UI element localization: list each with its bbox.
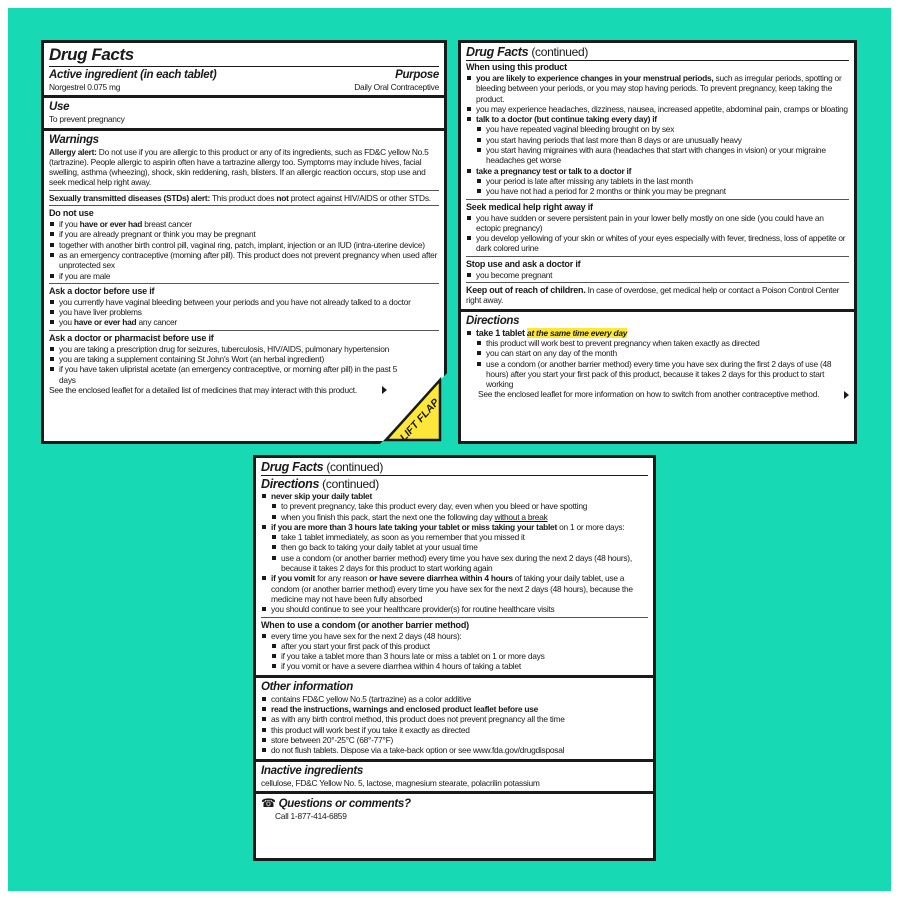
divider xyxy=(49,66,439,67)
sub-list-item: you have repeated vaginal bleeding brought on by sex xyxy=(476,124,849,134)
std-alert xyxy=(49,190,439,203)
phone-icon: ☎ xyxy=(261,795,276,810)
inactive-ingredients-section xyxy=(256,762,653,794)
sub-list-item: then go back to taking your daily tablet at your usual time xyxy=(271,542,648,552)
do-not-use-header: Do not use xyxy=(49,208,94,219)
list-item: you have sudden or severe persistent pain in your lower belly mostly on one side (you could have an ectopic pregnancy) xyxy=(466,213,849,234)
list-item: take a pregnancy test or talk to a doctor if your period is late after missing any tablets in the last month you have not had a period for 2 months or think you may be pregnant xyxy=(466,166,849,197)
list-item: you are likely to experience changes in your menstrual periods, such as irregular periods, spotting or bleeding between your periods, or you may stop having periods. To prevent pregnancy, keep taking the product. xyxy=(466,73,849,104)
list-item: as an emergency contraceptive (morning after pill). This product does not prevent pregnancy when used after unprotected sex xyxy=(49,250,439,271)
sub-list-item: you start having periods that last more than 8 days or are unusually heavy xyxy=(476,135,849,145)
seek-help xyxy=(466,199,849,254)
purpose: Daily Oral Contraceptive xyxy=(354,82,439,92)
directions-continued-section xyxy=(256,458,653,678)
list-item: you are taking a prescription drug for seizures, tuberculosis, HIV/AIDS, pulmonary hypertension xyxy=(49,344,399,354)
list-item: you develop yellowing of your skin or whites of your eyes especially with fever, tiredness, loss of appetite or dark colored urine xyxy=(466,233,849,254)
std-label: Sexually transmitted diseases (STDs) alert: xyxy=(49,192,211,203)
list-item: talk to a doctor (but continue taking every day) if you have repeated vaginal bleeding brought on by sex you start having periods that last more than 8 days or are unusually heavy you start having migraines with aura (headaches that start with changes in vision) or your migraine headaches get worse xyxy=(466,114,849,165)
when-using-header: When using this product xyxy=(466,62,567,72)
other-info-header: Other information xyxy=(261,680,354,693)
sub-list-item: this product will work best to prevent pregnancy when taken exactly as directed xyxy=(476,338,849,348)
stop-use-header: Stop use and ask a doctor if xyxy=(466,258,581,269)
stop-use xyxy=(466,256,849,280)
leaflet-note: See the enclosed leaflet for a detailed list of medicines that may interact with this product. xyxy=(49,384,357,395)
list-item: if you vomit for any reason or have severe diarrhea within 4 hours of taking your daily tablet, use a condom (or another barrier method) every time you have sex for the next 2 days (48 hours), because the medicine may not have been fully absorbed xyxy=(261,573,648,604)
sub-list-item: take 1 tablet immediately, as soon as you remember that you missed it xyxy=(271,532,648,542)
condom-use xyxy=(261,617,648,672)
drug-facts-panel-continued-2 xyxy=(253,455,656,861)
list-item: if you are already pregnant or think you may be pregnant xyxy=(49,229,439,239)
questions-header-row xyxy=(261,796,648,811)
do-not-use xyxy=(49,205,439,281)
inactive-header: Inactive ingredients xyxy=(261,764,364,777)
ask-pharmacist-header: Ask a doctor or pharmacist before use if xyxy=(49,332,214,343)
purpose-header: Purpose xyxy=(395,69,439,81)
directions-section xyxy=(461,312,854,403)
list-item: take 1 tablet at the same time every day this product will work best to prevent pregnancy when taken exactly as directed you can start on any day of the month use a condom (or another barrier method) every time you have sex during the first 2 days of use (48 hours) after you start your first pack of this product, because it takes 2 days for this product to start working xyxy=(466,328,849,390)
phone-number[interactable]: Call 1-877-414-6859 xyxy=(275,810,347,821)
use-header: Use xyxy=(49,101,70,114)
list-item: you become pregnant xyxy=(466,270,849,280)
warnings-header: Warnings xyxy=(49,133,99,146)
other-information-section xyxy=(256,678,653,762)
questions-header: Questions or comments? xyxy=(278,797,411,810)
panel-title: Drug Facts (continued) xyxy=(466,45,589,59)
list-item: do not flush tablets. Dispose via a take-back option or see www.fda.gov/drugdisposal xyxy=(261,745,648,755)
list-item: if you have or ever had breast cancer xyxy=(49,219,439,229)
list-item: if you are male xyxy=(49,271,439,281)
list-item: contains FD&C yellow No.5 (tartrazine) as a color additive xyxy=(261,694,648,704)
sub-list-item: after you start your first pack of this product xyxy=(271,641,648,651)
list-item: if you are more than 3 hours late taking your tablet or miss taking your tablet on 1 or more days: take 1 tablet immediately, as soon as you remember that you missed it then go back to taking your daily tablet at your usual time use a condom (or another barrier method) every time you have sex during the next 2 days (48 hours), because it takes 2 days for this product to start working again xyxy=(261,522,648,573)
lift-flap-label: LIFT FLAP xyxy=(397,396,442,444)
divider xyxy=(261,475,648,476)
sub-list-item: to prevent pregnancy, take this product every day, even when you bleed or have spotting xyxy=(271,501,648,511)
panel-title: Drug Facts xyxy=(49,45,134,64)
sub-list-item: you can start on any day of the month xyxy=(476,348,849,358)
std-text: This product does xyxy=(210,192,277,203)
sub-list-item: if you take a tablet more than 3 hours late or miss a tablet on 1 or more days xyxy=(271,651,648,661)
divider xyxy=(466,60,849,61)
continue-arrow-icon xyxy=(844,391,849,399)
panel-title: Drug Facts (continued) xyxy=(261,460,384,474)
list-item: you are taking a supplement containing St John's Wort (an herbal ingredient) xyxy=(49,354,399,364)
sub-list-item: use a condom (or another barrier method) every time you have sex during the next 2 days (48 hours), because it takes 2 days for this product to start working again xyxy=(271,553,648,574)
directions-header: Directions xyxy=(466,314,520,327)
drug-facts-panel-continued xyxy=(458,40,857,444)
ask-doctor-header: Ask a doctor before use if xyxy=(49,285,155,296)
allergy-label: Allergy alert: xyxy=(49,146,97,157)
list-item: read the instructions, warnings and enclosed product leaflet before use xyxy=(261,704,648,714)
seek-help-header: Seek medical help right away if xyxy=(466,201,593,212)
directions-header: Directions (continued) xyxy=(261,477,379,491)
header-section xyxy=(44,43,444,98)
allergy-text: Do not use if you are allergic to this product or any of its ingredients, such as FD&C yellow No.5 (tartrazine). People allergic to aspirin often have a tartrazine allergy too. Symptoms may include hives, facial swelling, asthma (wheezing), shock, skin reddening, rash, blisters. If an allergic reaction occurs, stop use and seek medical help right away. xyxy=(49,146,429,188)
condom-header: When to use a condom (or another barrier method) xyxy=(261,619,469,630)
list-item: you have liver problems xyxy=(49,307,439,317)
list-item: if you have taken ulipristal acetate (an emergency contraceptive, or morning after pill) in the past 5 days xyxy=(49,364,399,385)
inactive-text: cellulose, FD&C Yellow No. 5, lactose, magnesium stearate, polacrilin potassium xyxy=(261,777,540,788)
warnings-continued-section xyxy=(461,43,854,312)
leaflet-note-row xyxy=(466,389,849,399)
leaflet-note: See the enclosed leaflet for more information on how to switch from another contraceptive method. xyxy=(478,389,820,400)
active-ingredient-header: Active ingredient (in each tablet) xyxy=(49,69,217,81)
list-item: you may experience headaches, dizziness, nausea, increased appetite, abdominal pain, cramps or bloating xyxy=(466,104,849,114)
keep-out-of-reach: Keep out of reach of children. In case of overdose, get medical help or contact a Poison Control Center right away. xyxy=(466,282,849,306)
sub-list-item: you start having migraines with aura (headaches that start with changes in vision) or your migraine headaches get worse xyxy=(476,145,849,166)
list-item: together with another birth control pill, vaginal ring, patch, implant, injection or an IUD (intra-uterine device) xyxy=(49,240,439,250)
list-item: store between 20°-25°C (68°-77°F) xyxy=(261,735,648,745)
highlighted-text: at the same time every day xyxy=(527,327,628,338)
std-bold: not xyxy=(276,192,289,203)
sub-list-item: if you vomit or have a severe diarrhea within 4 hours of taking a tablet xyxy=(271,661,648,671)
when-using xyxy=(466,62,849,197)
ask-doctor xyxy=(49,283,439,328)
list-item: you have or ever had any cancer xyxy=(49,317,439,327)
allergy-alert xyxy=(49,147,439,188)
sub-list-item: when you finish this pack, start the next one the following day without a break xyxy=(271,512,648,522)
use-section xyxy=(44,98,444,130)
warnings-section xyxy=(44,131,444,399)
active-ingredient: Norgestrel 0.075 mg xyxy=(49,82,121,92)
list-item: you currently have vaginal bleeding between your periods and you have not already talked to a doctor xyxy=(49,297,439,307)
sub-list-item: you have not had a period for 2 months or think you may be pregnant xyxy=(476,186,849,196)
questions-section xyxy=(256,794,653,824)
sub-list-item: use a condom (or another barrier method) every time you have sex during the first 2 days of use (48 hours) after you start your first pack of this product, because it takes 2 days for this product to start working xyxy=(476,359,849,390)
list-item: never skip your daily tablet to prevent pregnancy, take this product every day, even when you bleed or have spotting when you finish this pack, start the next one the following day without a break xyxy=(261,491,648,522)
list-item: as with any birth control method, this product does not prevent pregnancy all the time xyxy=(261,714,648,724)
std-text-end: protect against HIV/AIDS or other STDs. xyxy=(288,192,431,203)
lift-flap-corner[interactable] xyxy=(378,370,450,446)
list-item: every time you have sex for the next 2 days (48 hours): after you start your first pack of this product if you take a tablet more than 3 hours late or miss a tablet on 1 or more days if you vomit or have a severe diarrhea within 4 hours of taking a tablet xyxy=(261,631,648,672)
list-item: you should continue to see your healthcare provider(s) for routine healthcare visits xyxy=(261,604,648,614)
use-text: To prevent pregnancy xyxy=(49,114,125,125)
list-item: this product will work best if you take it exactly as directed xyxy=(261,725,648,735)
sub-list-item: your period is late after missing any tablets in the last month xyxy=(476,176,849,186)
